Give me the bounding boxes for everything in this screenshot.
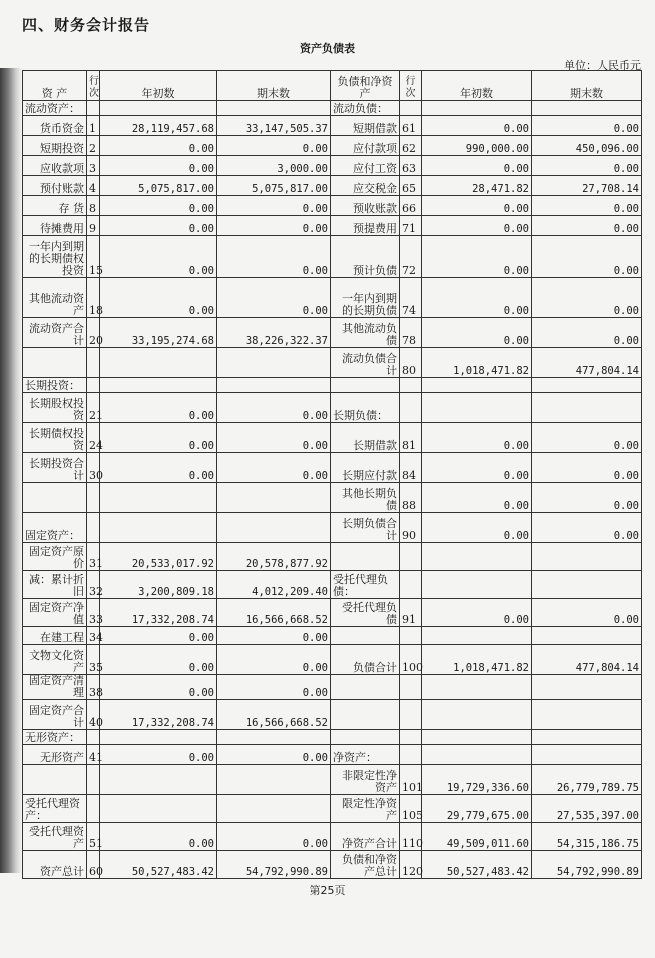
table-row xyxy=(23,423,642,453)
amount-cell: 0.00 xyxy=(217,453,331,483)
amount-cell: 0.00 xyxy=(100,423,217,453)
amount-cell xyxy=(422,543,532,571)
amount-cell xyxy=(217,348,331,378)
amount-cell: 0.00 xyxy=(217,627,331,645)
amount-cell: 0.00 xyxy=(532,599,642,627)
amount-cell: 0.00 xyxy=(100,236,217,278)
row-number-cell: 91 xyxy=(400,599,422,627)
table-row xyxy=(23,176,642,196)
row-number-cell xyxy=(400,745,422,765)
amount-cell: 0.00 xyxy=(532,116,642,136)
amount-cell: 49,509,011.60 xyxy=(422,823,532,851)
row-number-cell xyxy=(87,348,100,378)
amount-cell: 3,200,809.18 xyxy=(100,571,217,599)
item-label-cell: 预计负债 xyxy=(331,236,400,278)
amount-cell: 0.00 xyxy=(217,196,331,216)
table-row xyxy=(23,393,642,423)
amount-cell xyxy=(532,101,642,116)
row-number-cell xyxy=(400,378,422,393)
amount-cell: 0.00 xyxy=(422,196,532,216)
item-label-cell xyxy=(23,483,87,513)
unit-label: 单位：人民币元 xyxy=(564,59,641,72)
item-label-cell: 长期负债： xyxy=(331,393,400,423)
balance-sheet-table xyxy=(22,70,642,879)
row-number-cell xyxy=(400,627,422,645)
amount-cell: 0.00 xyxy=(422,483,532,513)
amount-cell: 0.00 xyxy=(217,136,331,156)
item-label-cell: 流动负债合计 xyxy=(331,348,400,378)
col-header-row-no-2: 行次 xyxy=(400,71,422,101)
amount-cell xyxy=(532,571,642,599)
item-label-cell: 存 货 xyxy=(23,196,87,216)
amount-cell: 3,000.00 xyxy=(217,156,331,176)
amount-cell xyxy=(100,348,217,378)
item-label-cell: 长期债权投资 xyxy=(23,423,87,453)
amount-cell: 0.00 xyxy=(422,423,532,453)
amount-cell xyxy=(532,700,642,730)
amount-cell: 0.00 xyxy=(422,236,532,278)
item-label-cell: 固定资产： xyxy=(23,513,87,543)
section-heading: 四、财务会计报告 xyxy=(22,16,151,34)
item-label-cell: 一年内到期的长期负债 xyxy=(331,278,400,318)
row-number-cell xyxy=(400,101,422,116)
amount-cell xyxy=(217,483,331,513)
amount-cell xyxy=(100,795,217,823)
amount-cell: 0.00 xyxy=(532,483,642,513)
amount-cell: 0.00 xyxy=(422,116,532,136)
row-number-cell: 41 xyxy=(87,745,100,765)
table-row xyxy=(23,348,642,378)
item-label-cell: 其他长期负债 xyxy=(331,483,400,513)
item-label-cell xyxy=(331,675,400,700)
amount-cell: 0.00 xyxy=(217,745,331,765)
amount-cell xyxy=(100,483,217,513)
row-number-cell: 24 xyxy=(87,423,100,453)
item-label-cell: 一年内到期的长期债权投资 xyxy=(23,236,87,278)
amount-cell: 0.00 xyxy=(217,823,331,851)
item-label-cell: 预收账款 xyxy=(331,196,400,216)
amount-cell: 4,012,209.40 xyxy=(217,571,331,599)
row-number-cell: 51 xyxy=(87,823,100,851)
item-label-cell: 长期股权投资 xyxy=(23,393,87,423)
amount-cell xyxy=(532,393,642,423)
row-number-cell: 78 xyxy=(400,318,422,348)
row-number-cell: 66 xyxy=(400,196,422,216)
row-number-cell: 32 xyxy=(87,571,100,599)
row-number-cell: 34 xyxy=(87,627,100,645)
row-number-cell xyxy=(400,700,422,730)
amount-cell: 0.00 xyxy=(217,423,331,453)
item-label-cell: 资产总计 xyxy=(23,851,87,879)
table-row xyxy=(23,116,642,136)
item-label-cell: 非限定性净资产 xyxy=(331,765,400,795)
item-label-cell: 净资产： xyxy=(331,745,400,765)
item-label-cell: 预付账款 xyxy=(23,176,87,196)
amount-cell xyxy=(422,745,532,765)
row-number-cell: 18 xyxy=(87,278,100,318)
amount-cell: 0.00 xyxy=(100,196,217,216)
amount-cell xyxy=(217,795,331,823)
amount-cell: 16,566,668.52 xyxy=(217,700,331,730)
amount-cell: 33,195,274.68 xyxy=(100,318,217,348)
amount-cell xyxy=(422,393,532,423)
table-row xyxy=(23,453,642,483)
amount-cell: 477,804.14 xyxy=(532,645,642,675)
amount-cell xyxy=(532,627,642,645)
item-label-cell: 长期投资： xyxy=(23,378,87,393)
amount-cell: 0.00 xyxy=(100,216,217,236)
row-number-cell xyxy=(87,378,100,393)
item-label-cell xyxy=(331,543,400,571)
amount-cell: 0.00 xyxy=(532,513,642,543)
table-row xyxy=(23,627,642,645)
item-label-cell: 固定资产合计 xyxy=(23,700,87,730)
col-header-assets: 资 产 xyxy=(23,71,87,101)
amount-cell: 54,315,186.75 xyxy=(532,823,642,851)
row-number-cell: 81 xyxy=(400,423,422,453)
amount-cell: 0.00 xyxy=(422,278,532,318)
row-number-cell xyxy=(87,795,100,823)
amount-cell xyxy=(100,513,217,543)
amount-cell: 54,792,990.89 xyxy=(532,851,642,879)
amount-cell xyxy=(532,730,642,745)
item-label-cell xyxy=(331,730,400,745)
item-label-cell: 减：累计折旧 xyxy=(23,571,87,599)
amount-cell: 0.00 xyxy=(532,318,642,348)
amount-cell: 0.00 xyxy=(217,675,331,700)
amount-cell: 0.00 xyxy=(532,423,642,453)
col-header-row-no: 行次 xyxy=(87,71,100,101)
item-label-cell: 短期投资 xyxy=(23,136,87,156)
amount-cell: 0.00 xyxy=(100,136,217,156)
amount-cell xyxy=(217,378,331,393)
item-label-cell: 在建工程 xyxy=(23,627,87,645)
amount-cell: 0.00 xyxy=(532,236,642,278)
amount-cell xyxy=(532,378,642,393)
row-number-cell: 65 xyxy=(400,176,422,196)
amount-cell: 33,147,505.37 xyxy=(217,116,331,136)
amount-cell: 0.00 xyxy=(100,278,217,318)
item-label-cell: 受托代理负债 xyxy=(331,599,400,627)
table-row xyxy=(23,599,642,627)
amount-cell: 27,535,397.00 xyxy=(532,795,642,823)
table-row xyxy=(23,795,642,823)
col-header-begin: 年初数 xyxy=(100,71,217,101)
amount-cell: 0.00 xyxy=(217,216,331,236)
item-label-cell: 预提费用 xyxy=(331,216,400,236)
amount-cell: 16,566,668.52 xyxy=(217,599,331,627)
table-row xyxy=(23,378,642,393)
item-label-cell xyxy=(23,348,87,378)
item-label-cell: 货币资金 xyxy=(23,116,87,136)
amount-cell: 38,226,322.37 xyxy=(217,318,331,348)
amount-cell xyxy=(422,627,532,645)
item-label-cell: 长期负债合计 xyxy=(331,513,400,543)
amount-cell: 0.00 xyxy=(100,645,217,675)
table-row xyxy=(23,483,642,513)
item-label-cell: 固定资产清理 xyxy=(23,675,87,700)
row-number-cell: 4 xyxy=(87,176,100,196)
table-row xyxy=(23,745,642,765)
amount-cell xyxy=(422,730,532,745)
amount-cell: 20,533,017.92 xyxy=(100,543,217,571)
row-number-cell: 9 xyxy=(87,216,100,236)
row-number-cell xyxy=(87,765,100,795)
row-number-cell xyxy=(87,513,100,543)
row-number-cell: 110 xyxy=(400,823,422,851)
row-number-cell xyxy=(87,730,100,745)
amount-cell: 0.00 xyxy=(100,675,217,700)
amount-cell: 990,000.00 xyxy=(422,136,532,156)
col-header-end: 期末数 xyxy=(217,71,331,101)
amount-cell: 0.00 xyxy=(217,278,331,318)
table-row xyxy=(23,571,642,599)
table-row xyxy=(23,730,642,745)
amount-cell: 5,075,817.00 xyxy=(217,176,331,196)
amount-cell: 0.00 xyxy=(217,236,331,278)
table-row xyxy=(23,645,642,675)
row-number-cell: 8 xyxy=(87,196,100,216)
item-label-cell: 固定资产净值 xyxy=(23,599,87,627)
amount-cell: 0.00 xyxy=(422,156,532,176)
row-number-cell xyxy=(400,730,422,745)
table-row xyxy=(23,700,642,730)
table-row xyxy=(23,236,642,278)
row-number-cell: 3 xyxy=(87,156,100,176)
row-number-cell: 101 xyxy=(400,765,422,795)
row-number-cell: 61 xyxy=(400,116,422,136)
amount-cell: 29,779,675.00 xyxy=(422,795,532,823)
row-number-cell: 31 xyxy=(87,543,100,571)
row-number-cell: 80 xyxy=(400,348,422,378)
col-header-begin-2: 年初数 xyxy=(422,71,532,101)
amount-cell: 450,096.00 xyxy=(532,136,642,156)
amount-cell xyxy=(532,745,642,765)
amount-cell: 50,527,483.42 xyxy=(100,851,217,879)
item-label-cell: 长期应付款 xyxy=(331,453,400,483)
amount-cell: 5,075,817.00 xyxy=(100,176,217,196)
item-label-cell: 负债和净资产总计 xyxy=(331,851,400,879)
item-label-cell xyxy=(331,378,400,393)
row-number-cell xyxy=(400,675,422,700)
item-label-cell: 应收款项 xyxy=(23,156,87,176)
amount-cell: 17,332,208.74 xyxy=(100,700,217,730)
amount-cell xyxy=(422,378,532,393)
item-label-cell: 固定资产原价 xyxy=(23,543,87,571)
item-label-cell: 待摊费用 xyxy=(23,216,87,236)
item-label-cell: 其他流动负债 xyxy=(331,318,400,348)
amount-cell: 0.00 xyxy=(100,393,217,423)
row-number-cell xyxy=(400,393,422,423)
item-label-cell: 限定性净资产 xyxy=(331,795,400,823)
amount-cell: 28,119,457.68 xyxy=(100,116,217,136)
amount-cell: 0.00 xyxy=(532,453,642,483)
scan-binding-shadow xyxy=(0,68,22,873)
amount-cell: 0.00 xyxy=(532,278,642,318)
amount-cell: 1,018,471.82 xyxy=(422,645,532,675)
item-label-cell xyxy=(331,627,400,645)
col-header-end-2: 期末数 xyxy=(532,71,642,101)
row-number-cell: 84 xyxy=(400,453,422,483)
amount-cell: 477,804.14 xyxy=(532,348,642,378)
col-header-liabilities: 负债和净资产 xyxy=(331,71,400,101)
table-header-row xyxy=(23,71,642,101)
amount-cell: 0.00 xyxy=(217,393,331,423)
row-number-cell: 40 xyxy=(87,700,100,730)
amount-cell xyxy=(100,765,217,795)
row-number-cell: 35 xyxy=(87,645,100,675)
row-number-cell: 72 xyxy=(400,236,422,278)
amount-cell: 50,527,483.42 xyxy=(422,851,532,879)
item-label-cell: 长期投资合计 xyxy=(23,453,87,483)
item-label-cell xyxy=(23,765,87,795)
table-title: 资产负债表 xyxy=(300,42,355,55)
amount-cell: 0.00 xyxy=(100,627,217,645)
amount-cell xyxy=(422,101,532,116)
table-row xyxy=(23,101,642,116)
item-label-cell: 其他流动资产 xyxy=(23,278,87,318)
row-number-cell: 71 xyxy=(400,216,422,236)
amount-cell xyxy=(217,101,331,116)
amount-cell: 27,708.14 xyxy=(532,176,642,196)
row-number-cell: 62 xyxy=(400,136,422,156)
row-number-cell: 38 xyxy=(87,675,100,700)
item-label-cell: 应付款项 xyxy=(331,136,400,156)
amount-cell xyxy=(532,675,642,700)
item-label-cell: 短期借款 xyxy=(331,116,400,136)
row-number-cell: 60 xyxy=(87,851,100,879)
table-row xyxy=(23,851,642,879)
amount-cell xyxy=(217,730,331,745)
amount-cell xyxy=(100,378,217,393)
item-label-cell: 流动资产： xyxy=(23,101,87,116)
amount-cell: 26,779,789.75 xyxy=(532,765,642,795)
amount-cell xyxy=(217,765,331,795)
item-label-cell: 无形资产： xyxy=(23,730,87,745)
table-row xyxy=(23,543,642,571)
row-number-cell: 74 xyxy=(400,278,422,318)
amount-cell: 28,471.82 xyxy=(422,176,532,196)
amount-cell: 54,792,990.89 xyxy=(217,851,331,879)
row-number-cell xyxy=(400,571,422,599)
item-label-cell: 应交税金 xyxy=(331,176,400,196)
table-row xyxy=(23,318,642,348)
row-number-cell: 21 xyxy=(87,393,100,423)
row-number-cell: 90 xyxy=(400,513,422,543)
amount-cell: 0.00 xyxy=(422,216,532,236)
amount-cell xyxy=(100,101,217,116)
amount-cell: 0.00 xyxy=(100,823,217,851)
row-number-cell: 20 xyxy=(87,318,100,348)
amount-cell: 0.00 xyxy=(422,599,532,627)
amount-cell: 0.00 xyxy=(422,453,532,483)
item-label-cell: 负债合计 xyxy=(331,645,400,675)
row-number-cell: 1 xyxy=(87,116,100,136)
amount-cell xyxy=(422,675,532,700)
item-label-cell: 受托代理资产 xyxy=(23,823,87,851)
row-number-cell xyxy=(87,483,100,513)
row-number-cell: 105 xyxy=(400,795,422,823)
item-label-cell: 受托代理负债： xyxy=(331,571,400,599)
amount-cell xyxy=(100,730,217,745)
table-row xyxy=(23,278,642,318)
table-row xyxy=(23,216,642,236)
amount-cell: 1,018,471.82 xyxy=(422,348,532,378)
amount-cell: 0.00 xyxy=(422,318,532,348)
item-label-cell: 受托代理资产： xyxy=(23,795,87,823)
table-row xyxy=(23,196,642,216)
amount-cell: 17,332,208.74 xyxy=(100,599,217,627)
table-row xyxy=(23,156,642,176)
amount-cell xyxy=(217,513,331,543)
row-number-cell: 63 xyxy=(400,156,422,176)
amount-cell: 0.00 xyxy=(422,513,532,543)
row-number-cell: 120 xyxy=(400,851,422,879)
amount-cell xyxy=(422,700,532,730)
row-number-cell: 100 xyxy=(400,645,422,675)
table-row xyxy=(23,675,642,700)
amount-cell: 0.00 xyxy=(532,196,642,216)
item-label-cell: 应付工资 xyxy=(331,156,400,176)
table-row xyxy=(23,136,642,156)
page-number: 第25页 xyxy=(309,884,346,897)
amount-cell: 19,729,336.60 xyxy=(422,765,532,795)
item-label-cell: 净资产合计 xyxy=(331,823,400,851)
amount-cell: 0.00 xyxy=(532,156,642,176)
amount-cell xyxy=(422,571,532,599)
amount-cell: 0.00 xyxy=(100,156,217,176)
amount-cell: 0.00 xyxy=(217,645,331,675)
row-number-cell: 2 xyxy=(87,136,100,156)
amount-cell: 0.00 xyxy=(100,745,217,765)
item-label-cell xyxy=(331,700,400,730)
row-number-cell xyxy=(400,543,422,571)
row-number-cell: 30 xyxy=(87,453,100,483)
row-number-cell: 15 xyxy=(87,236,100,278)
amount-cell xyxy=(532,543,642,571)
row-number-cell: 33 xyxy=(87,599,100,627)
item-label-cell: 流动负债： xyxy=(331,101,400,116)
item-label-cell: 无形资产 xyxy=(23,745,87,765)
amount-cell: 0.00 xyxy=(100,453,217,483)
amount-cell: 20,578,877.92 xyxy=(217,543,331,571)
table-row xyxy=(23,765,642,795)
row-number-cell: 88 xyxy=(400,483,422,513)
table-row xyxy=(23,513,642,543)
amount-cell: 0.00 xyxy=(532,216,642,236)
item-label-cell: 流动资产合计 xyxy=(23,318,87,348)
item-label-cell: 长期借款 xyxy=(331,423,400,453)
item-label-cell: 文物文化资产 xyxy=(23,645,87,675)
row-number-cell xyxy=(87,101,100,116)
table-row xyxy=(23,823,642,851)
